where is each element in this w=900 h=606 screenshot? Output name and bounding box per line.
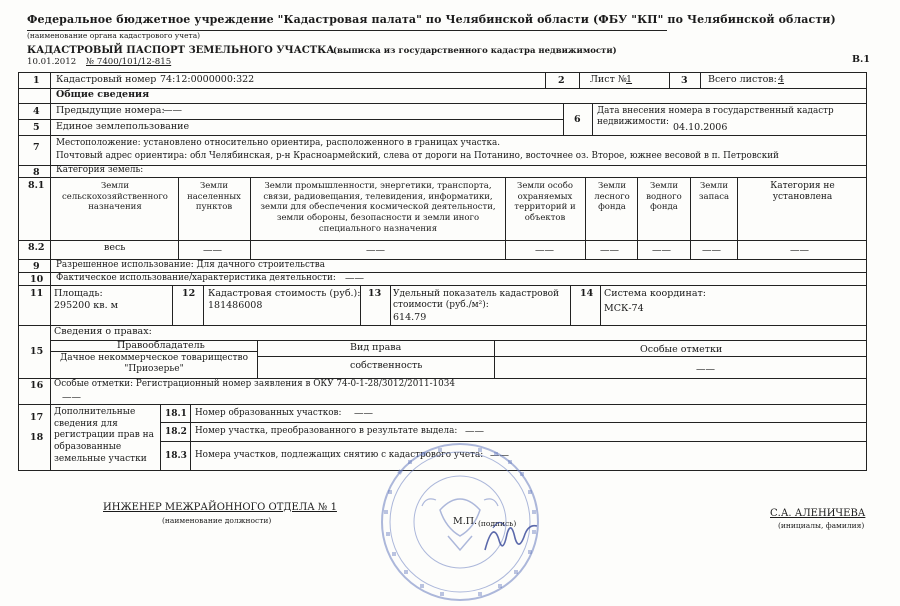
document-title: КАДАСТРОВЫЙ ПАСПОРТ ЗЕМЕЛЬНОГО УЧАСТКА xyxy=(27,45,335,56)
row-number: 5 xyxy=(33,122,40,133)
category-not-set: Категория не установлена xyxy=(770,181,835,203)
document-number: № 7400/101/12-815 xyxy=(86,57,172,67)
grid-line xyxy=(257,356,867,357)
organization-caption: (наименование органа кадастрового учета) xyxy=(27,31,201,40)
grid-line xyxy=(18,72,19,470)
total-sheets-value: 4 xyxy=(778,74,785,85)
grid-line xyxy=(18,135,867,136)
official-position: ИНЖЕНЕР МЕЖРАЙОННОГО ОТДЕЛА № 1 xyxy=(103,502,337,513)
removed-plots-value: —— xyxy=(490,450,509,461)
sheet-value: 1 xyxy=(626,74,633,85)
row-number: 4 xyxy=(33,106,40,117)
grid-line xyxy=(18,72,867,73)
signature-caption: (подпись) xyxy=(478,519,517,528)
row-number: 17 xyxy=(30,412,44,423)
category-reserve: Земли запаса xyxy=(698,181,730,202)
row-number: 15 xyxy=(30,346,44,357)
formed-plots-label: Номер образованных участков: xyxy=(195,408,342,418)
row-number: 18.2 xyxy=(165,427,187,437)
row-number: 9 xyxy=(33,261,40,272)
official-name: С.А. АЛЕНИЧЕВА xyxy=(770,508,866,519)
land-category-label: Категория земель: xyxy=(56,165,144,175)
grid-line xyxy=(50,351,257,352)
location-line-1: Местоположение: установлено относительно ориентира, расположенного в границах участка. xyxy=(56,138,501,148)
registration-date-label: Дата внесения номера в государственный кадастр недвижимости: xyxy=(597,106,834,127)
category-forest: Земли лесного фонда xyxy=(594,181,630,213)
previous-numbers-value: —— xyxy=(163,105,182,116)
grid-line xyxy=(250,177,251,259)
grid-line xyxy=(505,177,506,259)
rights-info-label: Сведения о правах: xyxy=(54,326,152,337)
grid-line xyxy=(203,285,204,325)
grid-line xyxy=(690,177,691,259)
cadastral-number-value: 74:12:0000000:322 xyxy=(160,74,255,85)
rights-holder-value: Дачное некоммерческое товарищество "Приозерье" xyxy=(59,353,249,375)
dash-forest: —— xyxy=(600,245,619,256)
special-notes: Особые отметки: Регистрационный номер заявления в ОКУ 74-0-1-28/3012/2011-1034 xyxy=(54,379,455,389)
grid-line xyxy=(257,340,258,378)
official-name-caption: (инициалы, фамилия) xyxy=(778,521,865,530)
grid-line xyxy=(570,285,571,325)
grid-line xyxy=(18,103,867,104)
dash-protected: —— xyxy=(535,245,554,256)
grid-line xyxy=(592,103,593,135)
single-land-use-label: Единое землепользование xyxy=(56,121,190,132)
category-agricultural-value: весь xyxy=(104,242,126,253)
row-number: 18.3 xyxy=(165,451,187,461)
row-number: 11 xyxy=(30,288,44,299)
document-date: 10.01.2012 xyxy=(27,57,77,67)
signature-icon xyxy=(475,510,550,560)
cadastral-number-label: Кадастровый номер xyxy=(56,74,157,85)
previous-numbers-label: Предыдущие номера: xyxy=(56,105,165,116)
actual-use-value: —— xyxy=(345,273,364,284)
form-code: В.1 xyxy=(852,54,870,65)
total-sheets-label: Всего листов: xyxy=(708,74,777,85)
coordinate-system-value: МСК-74 xyxy=(604,303,644,314)
grid-line xyxy=(700,72,701,88)
grid-line xyxy=(579,72,580,88)
area-value: 295200 кв. м xyxy=(54,300,118,311)
row-number: 8 xyxy=(33,167,40,178)
grid-line xyxy=(18,404,867,405)
grid-line xyxy=(190,404,191,470)
organization-name: Федеральное бюджетное учреждение "Кадастровая палата" по Челябинской области (ФБУ "КП" по Челябинской области) xyxy=(27,13,836,26)
row-number: 12 xyxy=(182,288,196,299)
category-settlements: Земли населенных пунктов xyxy=(187,181,241,213)
row-number: 8.2 xyxy=(28,242,45,253)
coordinate-system-label: Система координат: xyxy=(604,288,706,299)
rights-type-value: собственность xyxy=(350,360,423,371)
grid-line xyxy=(585,177,586,259)
row-number: 6 xyxy=(574,114,581,125)
cadastral-value-amount: 181486008 xyxy=(208,300,263,311)
dash-industrial: —— xyxy=(366,245,385,256)
specific-value-amount: 614.79 xyxy=(393,312,427,323)
grid-line xyxy=(737,177,738,259)
transformed-plot-label: Номер участка, преобразованного в результате выдела: xyxy=(195,426,458,436)
general-info-heading: Общие сведения xyxy=(56,89,150,100)
row-number: 14 xyxy=(580,288,594,299)
row-number: 7 xyxy=(33,142,40,153)
transformed-plot-value: —— xyxy=(465,426,484,437)
document-subtitle: (выписка из государственного кадастра недвижимости) xyxy=(333,46,617,56)
category-protected: Земли особо охраняемых территорий и объектов xyxy=(514,181,576,223)
dash-reserve: —— xyxy=(702,245,721,256)
row-number: 8.1 xyxy=(28,180,45,191)
row-number: 18.1 xyxy=(165,409,187,419)
grid-line xyxy=(866,72,867,470)
grid-line xyxy=(18,177,867,178)
grid-line xyxy=(160,404,161,470)
grid-line xyxy=(390,285,391,325)
row-number: 2 xyxy=(558,75,565,86)
additional-info-label: Дополнительные сведения для регистрации прав на образованные земельные участки xyxy=(54,407,155,464)
grid-line xyxy=(563,103,564,135)
rights-col-type: Вид права xyxy=(350,342,402,353)
rights-marks-value: —— xyxy=(696,364,715,375)
grid-line xyxy=(18,240,867,241)
grid-line xyxy=(18,119,563,120)
cadastral-value-label: Кадастровая стоимость (руб.): xyxy=(208,288,361,299)
removed-plots-label: Номера участков, подлежащих снятию с кадастрового учета: xyxy=(195,450,484,460)
dash-water: —— xyxy=(652,245,671,256)
grid-line xyxy=(637,177,638,259)
row-number: 18 xyxy=(30,432,44,443)
registration-date-value: 04.10.2006 xyxy=(673,122,728,133)
rights-col-holder: Правообладатель xyxy=(117,340,205,351)
dash-not-set: —— xyxy=(790,245,809,256)
location-line-2: Почтовый адрес ориентира: обл Челябинская, р-н Красноармейский, слева от дороги на Потанино, восточнее оз. Второе, южнее весовой в п. Петровский xyxy=(56,151,779,161)
grid-line xyxy=(545,72,546,88)
rights-col-marks: Особые отметки xyxy=(640,344,723,355)
area-label: Площадь: xyxy=(54,288,103,299)
grid-line xyxy=(178,177,179,259)
actual-use-label: Фактическое использование/характеристика деятельности: xyxy=(56,273,336,283)
permitted-use: Разрешенное использование: Для дачного строительства xyxy=(56,260,325,270)
grid-line xyxy=(18,285,867,286)
formed-plots-value: —— xyxy=(354,408,373,419)
grid-line xyxy=(669,72,670,88)
grid-line xyxy=(18,165,867,166)
specific-value-label: Удельный показатель кадастровой стоимости (руб./м²): xyxy=(393,289,560,311)
dash-settlements: —— xyxy=(203,245,222,256)
grid-line xyxy=(172,285,173,325)
mp-label: М.П. xyxy=(453,516,478,527)
row-number: 13 xyxy=(368,288,382,299)
row-number: 3 xyxy=(681,75,688,86)
category-industrial: Земли промышленности, энергетики, транспорта, связи, радиовещания, телевидения, информатики, земли для обеспечения космической деятельности, земли обороны, безопасности и земли иного специального назначения xyxy=(260,181,496,234)
official-position-caption: (наименование должности) xyxy=(162,516,272,525)
row-number: 1 xyxy=(33,75,40,86)
sheet-label: Лист № xyxy=(590,74,627,85)
category-agricultural: Земли сельскохозяйственного назначения xyxy=(62,181,168,213)
category-water: Земли водного фонда xyxy=(646,181,682,213)
grid-line xyxy=(50,72,51,470)
special-notes-dash: —— xyxy=(62,392,81,403)
grid-line xyxy=(600,285,601,325)
row-number: 16 xyxy=(30,380,44,391)
row-number: 10 xyxy=(30,274,44,285)
grid-line xyxy=(494,340,495,378)
grid-line xyxy=(160,422,867,423)
